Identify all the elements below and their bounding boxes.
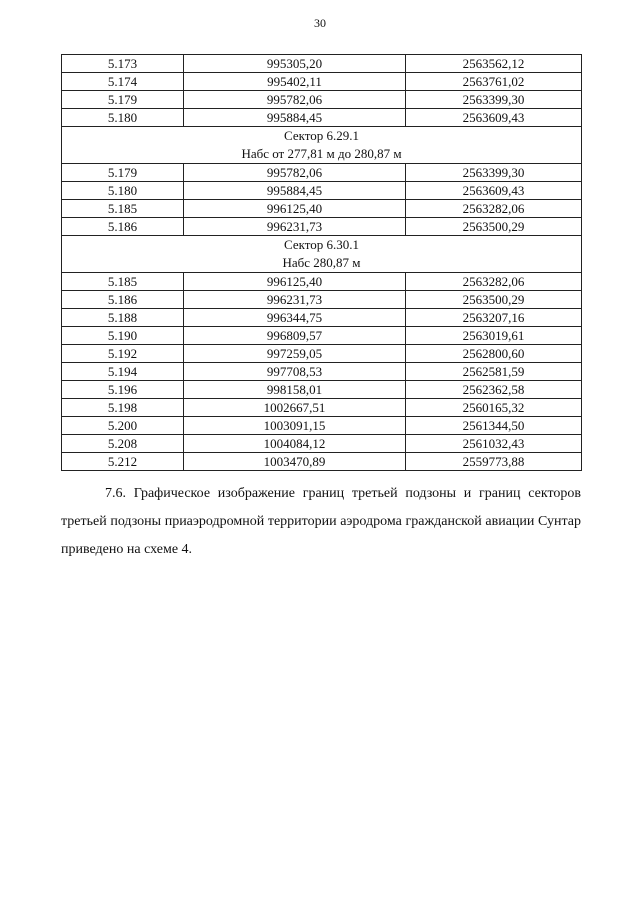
- table-row: [62, 182, 582, 200]
- x-coordinate-cell: 998158,01: [184, 381, 406, 399]
- x-coordinate-cell: 995884,45: [184, 182, 406, 200]
- y-coordinate-cell: 2563399,30: [406, 164, 582, 182]
- sector-header-row: [62, 127, 582, 164]
- table-row: [62, 91, 582, 109]
- y-coordinate-cell: 2563562,12: [406, 55, 582, 73]
- point-number-cell: 5.208: [62, 435, 184, 453]
- y-coordinate-cell: 2561032,43: [406, 435, 582, 453]
- point-number-cell: 5.196: [62, 381, 184, 399]
- sector-height: Набс 280,87 м: [282, 255, 361, 270]
- point-number-cell: 5.180: [62, 182, 184, 200]
- x-coordinate-cell: 996125,40: [184, 200, 406, 218]
- y-coordinate-cell: 2562800,60: [406, 345, 582, 363]
- y-coordinate-cell: 2563500,29: [406, 291, 582, 309]
- table-row: [62, 381, 582, 399]
- coordinates-table-body: [62, 55, 582, 471]
- y-coordinate-cell: 2563609,43: [406, 109, 582, 127]
- point-number-cell: 5.186: [62, 218, 184, 236]
- x-coordinate-cell: 995402,11: [184, 73, 406, 91]
- point-number-cell: 5.179: [62, 164, 184, 182]
- sector-height: Набс от 277,81 м до 280,87 м: [241, 146, 402, 161]
- x-coordinate-cell: 996231,73: [184, 218, 406, 236]
- paragraph-7-6: 7.6. Графическое изображение границ третьей подзоны и границ секторов третьей подзоны приаэродромной территории аэродрома гражданской авиации Сунтар приведено на схеме 4.: [61, 486, 581, 557]
- table-row: [62, 291, 582, 309]
- x-coordinate-cell: 996344,75: [184, 309, 406, 327]
- x-coordinate-cell: 996231,73: [184, 291, 406, 309]
- sector-header-row: [62, 236, 582, 273]
- point-number-cell: 5.198: [62, 399, 184, 417]
- sector-title: Сектор 6.30.1: [283, 237, 359, 252]
- sector-title: Сектор 6.29.1: [283, 128, 359, 143]
- y-coordinate-cell: 2563282,06: [406, 273, 582, 291]
- table-row: [62, 109, 582, 127]
- y-coordinate-cell: 2560165,32: [406, 399, 582, 417]
- point-number-cell: 5.200: [62, 417, 184, 435]
- table-row: [62, 55, 582, 73]
- y-coordinate-cell: 2563761,02: [406, 73, 582, 91]
- table-row: [62, 309, 582, 327]
- point-number-cell: 5.185: [62, 273, 184, 291]
- table-row: [62, 363, 582, 381]
- point-number-cell: 5.186: [62, 291, 184, 309]
- table-row: [62, 164, 582, 182]
- y-coordinate-cell: 2559773,88: [406, 453, 582, 471]
- x-coordinate-cell: 1004084,12: [184, 435, 406, 453]
- table-row: [62, 345, 582, 363]
- point-number-cell: 5.173: [62, 55, 184, 73]
- table-row: [62, 200, 582, 218]
- y-coordinate-cell: 2563609,43: [406, 182, 582, 200]
- y-coordinate-cell: 2561344,50: [406, 417, 582, 435]
- y-coordinate-cell: 2563207,16: [406, 309, 582, 327]
- y-coordinate-cell: 2563282,06: [406, 200, 582, 218]
- table-row: [62, 435, 582, 453]
- y-coordinate-cell: 2563399,30: [406, 91, 582, 109]
- page-number: 30: [314, 16, 326, 30]
- sector-header: [62, 236, 582, 273]
- point-number-cell: 5.188: [62, 309, 184, 327]
- table-row: [62, 453, 582, 471]
- point-number-cell: 5.185: [62, 200, 184, 218]
- table-row: [62, 218, 582, 236]
- table-row: [62, 417, 582, 435]
- x-coordinate-cell: 996809,57: [184, 327, 406, 345]
- y-coordinate-cell: 2562362,58: [406, 381, 582, 399]
- y-coordinate-cell: 2563019,61: [406, 327, 582, 345]
- point-number-cell: 5.179: [62, 91, 184, 109]
- point-number-cell: 5.180: [62, 109, 184, 127]
- x-coordinate-cell: 1003091,15: [184, 417, 406, 435]
- sector-header: [62, 127, 582, 164]
- table-row: [62, 73, 582, 91]
- x-coordinate-cell: 997259,05: [184, 345, 406, 363]
- table-row: [62, 399, 582, 417]
- y-coordinate-cell: 2563500,29: [406, 218, 582, 236]
- table-row: [62, 273, 582, 291]
- x-coordinate-cell: 995782,06: [184, 164, 406, 182]
- y-coordinate-cell: 2562581,59: [406, 363, 582, 381]
- x-coordinate-cell: 1002667,51: [184, 399, 406, 417]
- x-coordinate-cell: 995782,06: [184, 91, 406, 109]
- point-number-cell: 5.212: [62, 453, 184, 471]
- point-number-cell: 5.174: [62, 73, 184, 91]
- x-coordinate-cell: 997708,53: [184, 363, 406, 381]
- x-coordinate-cell: 996125,40: [184, 273, 406, 291]
- x-coordinate-cell: 995305,20: [184, 55, 406, 73]
- point-number-cell: 5.194: [62, 363, 184, 381]
- point-number-cell: 5.192: [62, 345, 184, 363]
- point-number-cell: 5.190: [62, 327, 184, 345]
- x-coordinate-cell: 995884,45: [184, 109, 406, 127]
- table-row: [62, 327, 582, 345]
- x-coordinate-cell: 1003470,89: [184, 453, 406, 471]
- coordinates-table: [61, 54, 582, 471]
